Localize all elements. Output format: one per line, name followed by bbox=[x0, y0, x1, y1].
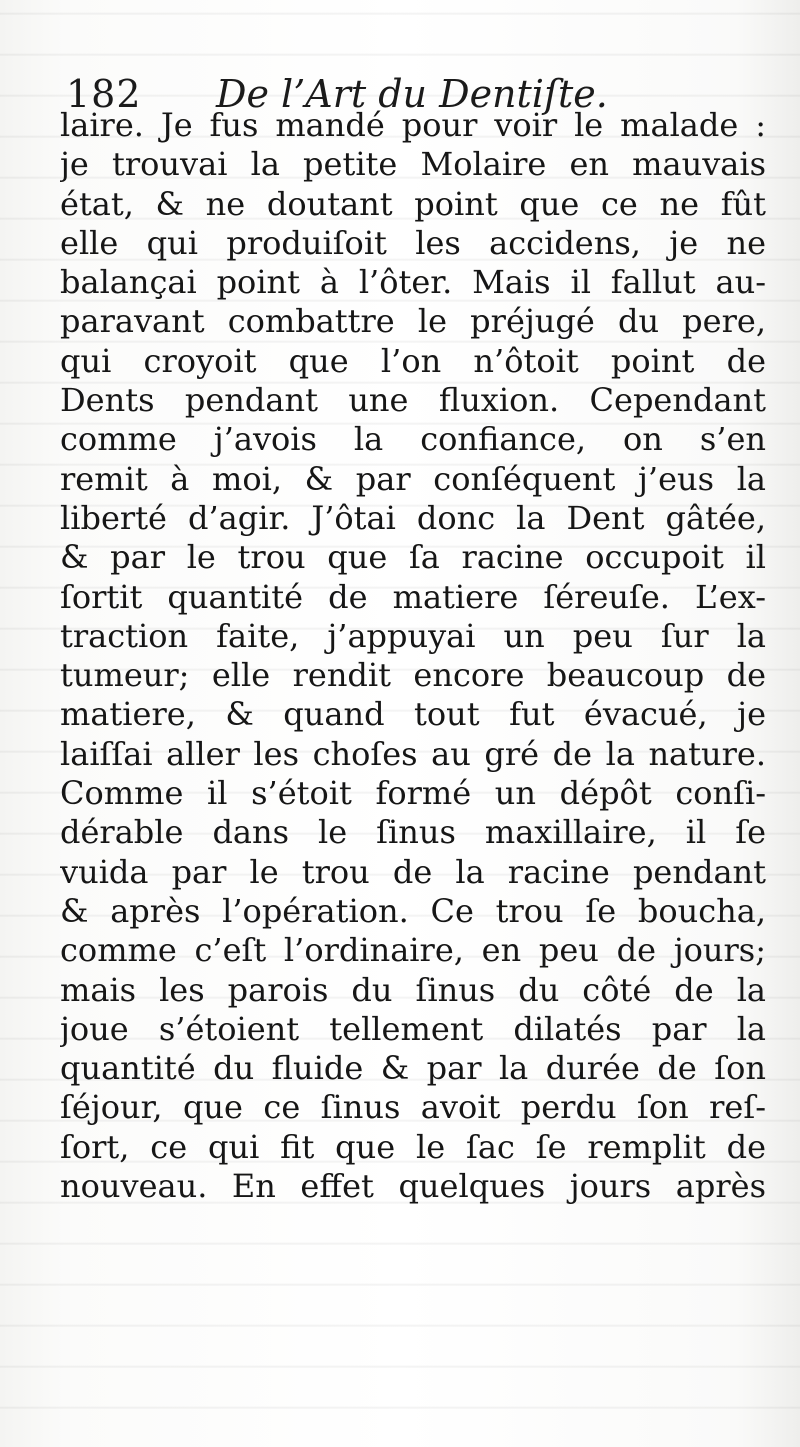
text-line: paravant combattre le préjugé du pere, bbox=[60, 302, 766, 341]
body-text bbox=[60, 106, 766, 1206]
text-line: comme c’eſt l’ordinaire, en peu de jours; bbox=[60, 931, 766, 970]
page-number: 182 bbox=[66, 72, 142, 116]
text-line: & après l’opération. Ce trou ſe boucha, bbox=[60, 891, 766, 930]
text-line: dérable dans le ſinus maxillaire, il ſe bbox=[60, 813, 766, 852]
text-line: comme j’avois la confiance, on s’en bbox=[60, 420, 766, 459]
text-line: remit à moi, & par conſéquent j’eus la bbox=[60, 459, 766, 498]
text-line: vuida par le trou de la racine pendant bbox=[60, 852, 766, 891]
text-line: tumeur; elle rendit encore beaucoup de bbox=[60, 656, 766, 695]
text-line: liberté d’agir. J’ôtai donc la Dent gâtée, bbox=[60, 498, 766, 537]
text-line: balançai point à l’ôter. Mais il fallut au- bbox=[60, 263, 766, 302]
text-line: ſortit quantité de matiere ſéreuſe. L’ex- bbox=[60, 577, 766, 616]
running-title: De l’Art du Dentiſte. bbox=[216, 72, 608, 116]
text-line: ſéjour, que ce ſinus avoit perdu ſon reſ- bbox=[60, 1088, 766, 1127]
text-line: état, & ne doutant point que ce ne fût bbox=[60, 184, 766, 223]
text-line: mais les parois du ſinus du côté de la bbox=[60, 970, 766, 1009]
text-line: ſort, ce qui fit que le ſac ſe remplit de bbox=[60, 1127, 766, 1166]
text-line: & par le trou que ſa racine occupoit il bbox=[60, 538, 766, 577]
text-line: traction faite, j’appuyai un peu ſur la bbox=[60, 616, 766, 655]
text-line: Comme il s’étoit formé un dépôt conſi- bbox=[60, 774, 766, 813]
text-line: laire. Je fus mandé pour voir le malade : bbox=[60, 106, 766, 144]
text-line: joue s’étoient tellement dilatés par la bbox=[60, 1009, 766, 1048]
text-line: matiere, & quand tout fut évacué, je bbox=[60, 695, 766, 734]
text-line: elle qui produiſoit les accidens, je ne bbox=[60, 223, 766, 262]
text-line: qui croyoit que l’on n’ôtoit point de bbox=[60, 341, 766, 380]
text-line: je trouvai la petite Molaire en mauvais bbox=[60, 145, 766, 184]
text-line: laiſſai aller les choſes au gré de la nature. bbox=[60, 734, 766, 773]
text-line: quantité du fluide & par la durée de ſon bbox=[60, 1049, 766, 1088]
text-line: nouveau. En effet quelques jours après bbox=[60, 1167, 766, 1206]
text-line: Dents pendant une fluxion. Cependant bbox=[60, 381, 766, 420]
